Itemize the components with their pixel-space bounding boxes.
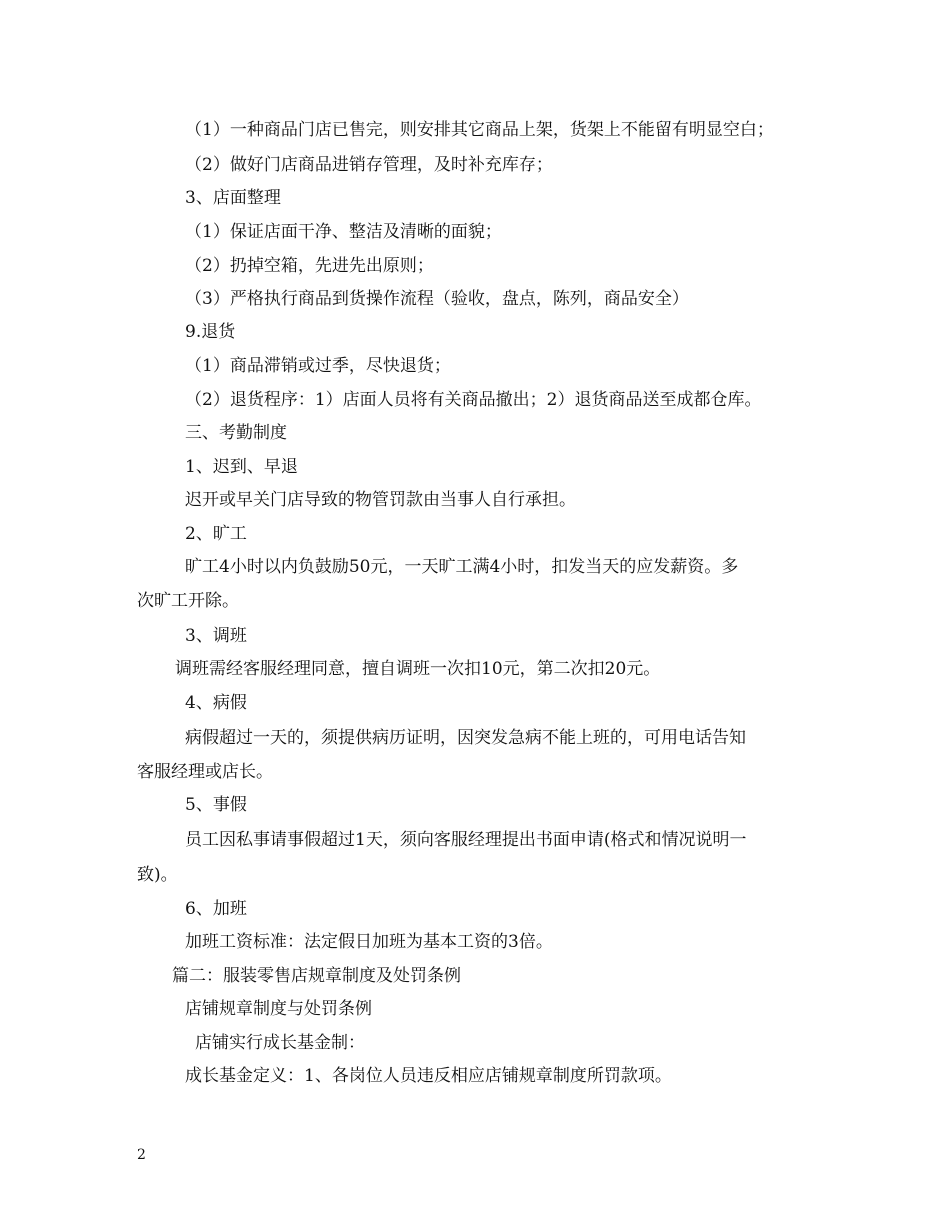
text-line: 客服经理或店长。 [137,762,273,782]
text-line: （2）扔掉空箱，先进先出原则； [185,256,434,276]
section-heading: 5、事假 [185,795,247,815]
text-line: 迟开或早关门店导致的物管罚款由当事人自行承担。 [185,490,576,510]
section-heading: 三、考勤制度 [185,423,287,443]
section-heading: 6、加班 [185,899,247,919]
section-heading: 2、旷工 [185,524,247,544]
section-heading: 3、调班 [185,626,247,646]
text-line: （1）保证店面干净、整洁及清晰的面貌； [185,222,502,242]
section-heading: 篇二：服装零售店规章制度及处罚条例 [172,966,461,986]
text-line: 病假超过一天的，须提供病历证明，因突发急病不能上班的，可用电话告知 [185,728,746,748]
text-line: （2）做好门店商品进销存管理，及时补充库存； [185,155,553,175]
section-heading: 1、迟到、早退 [185,457,298,477]
text-line: 致)。 [137,865,178,885]
page-number: 2 [137,1147,146,1163]
text-line: 旷工4小时以内负鼓励50元，一天旷工满4小时，扣发当天的应发薪资。多 [185,557,739,577]
text-line: 员工因私事请事假超过1天，须向客服经理提出书面申请(格式和情况说明一 [185,830,747,850]
text-line: 店铺规章制度与处罚条例 [185,999,372,1019]
section-heading: 9.退货 [185,322,236,342]
section-heading: 4、病假 [185,693,247,713]
text-line: 成长基金定义：1、各岗位人员违反相应店铺规章制度所罚款项。 [185,1066,672,1086]
text-line: （2）退货程序：1）店面人员将有关商品撤出；2）退货商品送至成都仓库。 [185,390,762,410]
text-line: 次旷工开除。 [137,591,239,611]
text-line: 加班工资标准：法定假日加班为基本工资的3倍。 [185,932,553,952]
section-heading: 3、店面整理 [185,188,281,208]
text-line: （3）严格执行商品到货操作流程（验收，盘点，陈列，商品安全） [185,289,689,309]
text-line: （1）商品滞销或过季，尽快退货； [185,356,451,376]
text-line: 调班需经客服经理同意，擅自调班一次扣10元，第二次扣20元。 [175,659,661,679]
text-line: （1）一种商品门店已售完，则安排其它商品上架，货架上不能留有明显空白； [185,120,774,140]
text-line: 店铺实行成长基金制： [195,1033,365,1053]
